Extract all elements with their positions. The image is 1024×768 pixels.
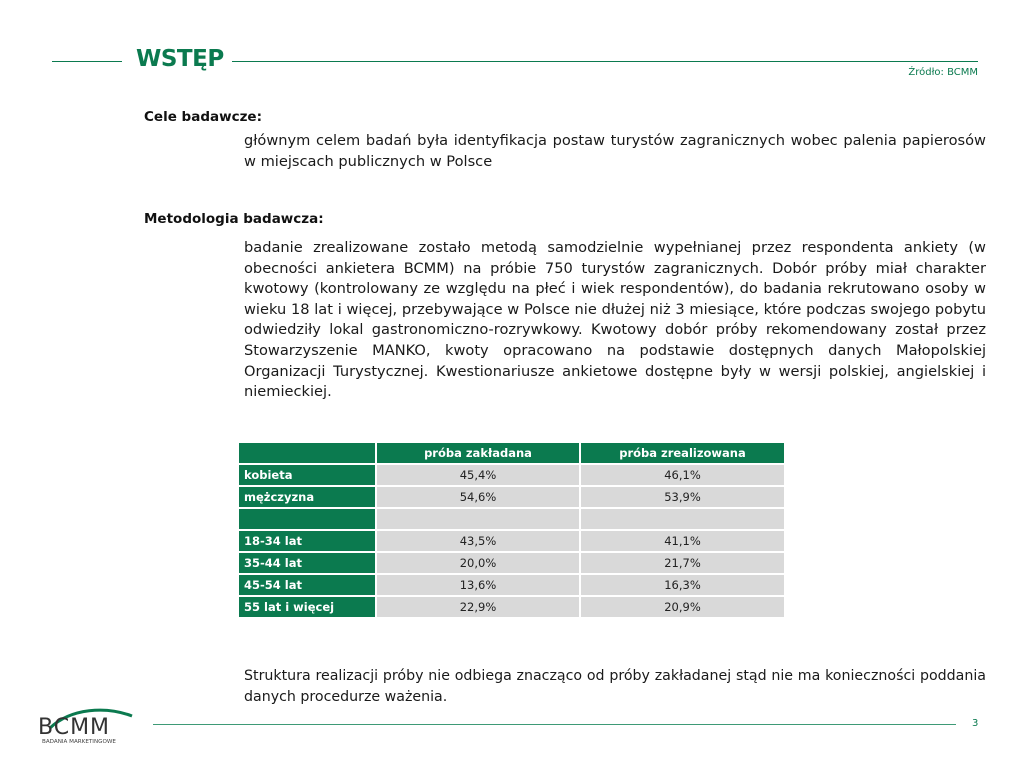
row-label — [238, 508, 376, 530]
bcmm-logo — [36, 704, 136, 746]
planned-value: 13,6% — [376, 574, 580, 596]
title-rule-right — [232, 61, 978, 62]
logo-text: BCMM — [38, 715, 111, 740]
actual-value: 53,9% — [580, 486, 785, 508]
row-label: 45-54 lat — [238, 574, 376, 596]
page-number: 3 — [972, 718, 979, 729]
sample-structure-table — [237, 441, 786, 619]
methodology-heading: Metodologia badawcza: — [144, 211, 324, 227]
planned-value: 22,9% — [376, 596, 580, 618]
footer-rule — [153, 724, 956, 725]
goals-text: głównym celem badań była identyfikacja postaw turystów zagranicznych wobec palenia papierosów w miejscach publicznych w Polsce — [244, 132, 986, 170]
table-header-planned: próba zakładana — [376, 442, 580, 464]
actual-value — [580, 508, 785, 530]
title-rule-left — [52, 61, 122, 62]
goals-heading: Cele badawcze: — [144, 109, 262, 125]
actual-value: 46,1% — [580, 464, 785, 486]
actual-value: 41,1% — [580, 530, 785, 552]
table-row — [238, 464, 785, 486]
logo-subtext: BADANIA MARKETINGOWE — [42, 739, 116, 745]
table-header-actual: próba zrealizowana — [580, 442, 785, 464]
table-header-corner — [238, 442, 376, 464]
table-row — [238, 486, 785, 508]
table-row — [238, 596, 785, 618]
row-label: mężczyzna — [238, 486, 376, 508]
methodology-text: badanie zrealizowane zostało metodą samodzielnie wypełnianej przez respondenta ankiety (w obecności ankietera BCMM) na próbie 750 turystów zagranicznych. Dobór próby miał charakter kwotowy (kontrolowany ze względu na płeć i wiek respondentów), do badania rekrutowano osoby w wieku 18 lat i więcej, przebywające w Polsce nie dłużej niż 3 miesiące, które podczas swojego pobytu odwiedziły lokal gastronomiczno-rozrywkowy. Kwotowy dobór próby rekomendowany został przez Stowarzyszenie MANKO, kwoty opracowano na podstawie dostępnych danych Małopolskiej Organizacji Turystycznej. Kwestionariusze ankietowe dostępne były w wersji polskiej, angielskiej i niemieckiej. — [244, 239, 986, 401]
planned-value — [376, 508, 580, 530]
row-label: kobieta — [238, 464, 376, 486]
actual-value: 20,9% — [580, 596, 785, 618]
planned-value: 54,6% — [376, 486, 580, 508]
actual-value: 16,3% — [580, 574, 785, 596]
planned-value: 20,0% — [376, 552, 580, 574]
table-row-spacer — [238, 508, 785, 530]
row-label: 55 lat i więcej — [238, 596, 376, 618]
actual-value: 21,7% — [580, 552, 785, 574]
table-row — [238, 552, 785, 574]
table-row — [238, 530, 785, 552]
source-label: Źródło: BCMM — [908, 67, 978, 78]
row-label: 18-34 lat — [238, 530, 376, 552]
planned-value: 43,5% — [376, 530, 580, 552]
conclusion-text: Struktura realizacji próby nie odbiega znacząco od próby zakładanej stąd nie ma konieczności poddania danych procedurze ważenia. — [244, 668, 986, 705]
row-label: 35-44 lat — [238, 552, 376, 574]
table-row — [238, 574, 785, 596]
table-header-row — [238, 442, 785, 464]
planned-value: 45,4% — [376, 464, 580, 486]
page-title: WSTĘP — [136, 46, 224, 72]
